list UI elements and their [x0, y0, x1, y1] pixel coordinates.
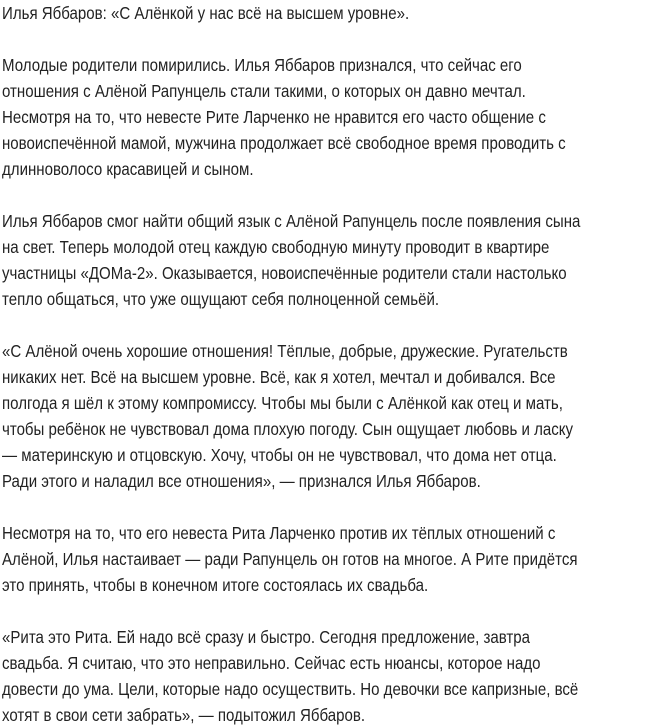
text-line: тепло общаться, что уже ощущают себя полноценной семьёй. [2, 289, 440, 309]
text-line: участницы «ДОМа-2». Оказывается, новоиспечённые родители стали настолько [2, 263, 567, 283]
text-line: довести до ума. Цели, которые надо осуществить. Но девочки все капризные, всё [2, 679, 579, 699]
paragraph-1 [2, 52, 670, 182]
text-line: чтобы ребёнок не чувствовал дома плохую погоду. Сын ощущает любовь и ласку [2, 419, 574, 439]
text-line: отношения с Алёной Рапунцель стали такими, о которых он давно мечтал. [2, 81, 526, 101]
text-line: полгода я шёл к этому компромиссу. Чтобы мы были с Алёнкой как отец и мать, [2, 393, 563, 413]
text-line: хотят в свои сети забрать», — подытожил Яббаров. [2, 705, 366, 725]
text-line: «Рита это Рита. Ей надо всё сразу и быстро. Сегодня предложение, завтра [2, 627, 531, 647]
paragraph-2 [2, 208, 670, 312]
text-line: свадьба. Я считаю, что это неправильно. Сейчас есть нюансы, которое надо [2, 653, 541, 673]
text-line: Несмотря на то, что невесте Рите Ларченко не нравится его часто общение с [2, 107, 546, 127]
text-line: длинноволосо красавицей и сыном. [2, 159, 254, 179]
text-line: это принять, чтобы в конечном итоге состоялась их свадьба. [2, 575, 429, 595]
paragraph-5-quote [2, 624, 670, 728]
text-line: Молодые родители помирились. Илья Яббаров признался, что сейчас его [2, 55, 522, 75]
text-line: новоиспечённой мамой, мужчина продолжает всё свободное время проводить с [2, 133, 566, 153]
paragraph-3-quote [2, 338, 670, 494]
text-line: Илья Яббаров: «С Алёнкой у нас всё на высшем уровне». [2, 3, 410, 23]
text-line: на свет. Теперь молодой отец каждую свободную минуту проводит в квартире [2, 237, 550, 257]
text-line: — материнскую и отцовскую. Хочу, чтобы он не чувствовал, что дома нет отца. [2, 445, 557, 465]
text-line: Алёной, Илья настаивает — ради Рапунцель он готов на многое. А Рите придётся [2, 549, 578, 569]
text-line: «С Алёной очень хорошие отношения! Тёплые, добрые, дружеские. Ругательств [2, 341, 568, 361]
text-line: никаких нет. Всё на высшем уровне. Всё, как я хотел, мечтал и добивался. Все [2, 367, 556, 387]
text-line: Илья Яббаров смог найти общий язык с Алёной Рапунцель после появления сына [2, 211, 581, 231]
text-line: Несмотря на то, что его невеста Рита Ларченко против их тёплых отношений с [2, 523, 556, 543]
text-line: Ради этого и наладил все отношения», — признался Илья Яббаров. [2, 471, 481, 491]
paragraph-4 [2, 520, 670, 598]
article-lead-quote [2, 0, 670, 26]
